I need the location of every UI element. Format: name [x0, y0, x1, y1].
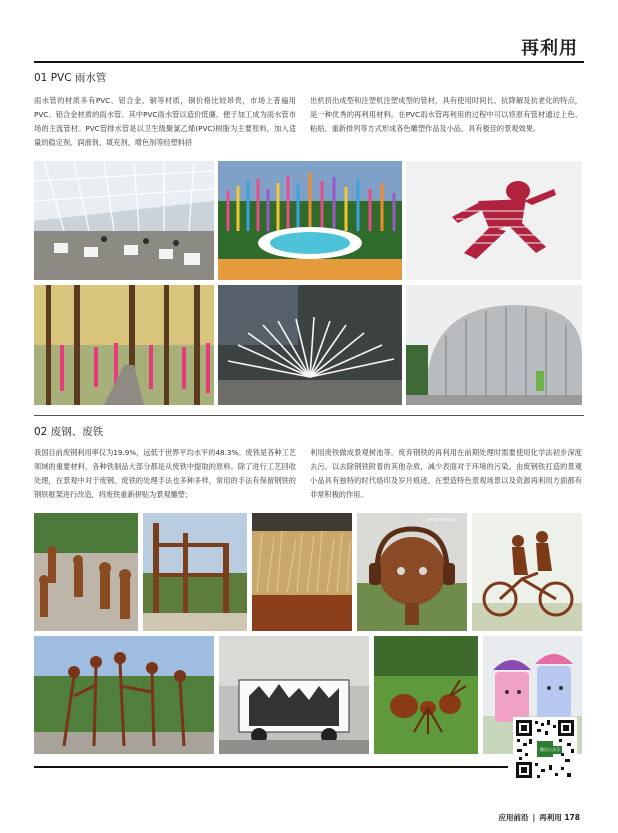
photo-steel-stick-figures [34, 636, 214, 754]
photo-steel-cyclists-silhouette [472, 513, 582, 631]
photo-steel-music-headphones-sculpture [357, 513, 467, 631]
photo-steel-figures-garden [34, 513, 138, 631]
photo-pvc-colorful-fountain [218, 161, 402, 280]
section-1-paragraph-left: 雨水管的材质多有PVC、铝合金、铜等材质，铜价格比较昂贵，市场上普遍用PVC、铝合金材质的雨水管。其中PVC雨水管以造价低廉、便于加工成为雨水管市场的主流管材。PVC管排水管是以卫生级聚氯乙烯(PVC)树脂为主要原料，加入适量的稳定剂、润滑剂、填充剂、增色剂等经塑料挤 [34, 96, 296, 147]
photo-steel-grass-planter [252, 513, 352, 631]
photo-pvc-white-burst-installation [218, 285, 402, 405]
section-1-title: 01 PVC 雨水管 [34, 72, 107, 84]
page-footer [498, 812, 580, 823]
photo-steel-ant-sculpture [374, 636, 478, 754]
photo-steel-frame-structure [143, 513, 247, 631]
header-rule [34, 61, 584, 63]
photo-steel-cutout-vehicle [219, 636, 369, 754]
section-2-paragraph-left: 我国目前废钢利用率仅为19.9%，远低于世界平均水平的48.3%。废铁是各种工艺领域的重要材料，各种铁制品大部分都是从废铁中提取的原料。除了进行工艺回收处理，在景观中对于废钢、废铁的处理手法也多种多样，常用的手法有保留钢铁的钢铁框架进行改造，将废铁重新拼贴为景观雕塑； [34, 448, 296, 499]
section-2-paragraph-right: 利用废铁做成景观树池等。废弃钢铁的再利用在前期处理时需要使用化学法初步深度去污，以去除钢铁附着的其他杂质，减少表面对于环境的污染。由废钢铁打造的景观小品具有独特的时代烙印及岁月痕迹，在塑造特色景观场景以及资源再利用方面都有非常积极的作用。 [310, 448, 582, 499]
photo-pvc-runner-sculpture [406, 161, 582, 280]
bottom-rule [34, 766, 508, 768]
page-section-title: 再利用 [521, 38, 578, 59]
qr-center-label: 微信公众号 [540, 747, 560, 752]
photo-pvc-greenhouse-cafe [34, 161, 214, 280]
photo-pvc-pink-columns [34, 285, 214, 405]
footer-separator: | [532, 813, 536, 822]
photo-credit: photo by kaga [427, 517, 456, 522]
footer-topic: 再利用 [539, 813, 562, 822]
footer-section: 应用前沿 [498, 813, 529, 822]
section-divider [34, 415, 584, 416]
page-number: 178 [564, 813, 580, 822]
qr-code[interactable] [513, 717, 577, 781]
section-2-title: 02 废钢、废铁 [34, 426, 104, 438]
photo-pvc-dome-pavilion [406, 285, 582, 405]
section-1-paragraph-right: 出机挤出成型和注塑机注塑成型的管材，具有使用时间长、抗降解及抗老化的特点，是一种优秀的再利用材料。在PVC雨水管再利用的过程中可以将原有管材通过上色、粘贴、重新排列等方式形成各色雕塑作品及小品，具有极佳的景观效果。 [310, 96, 582, 133]
